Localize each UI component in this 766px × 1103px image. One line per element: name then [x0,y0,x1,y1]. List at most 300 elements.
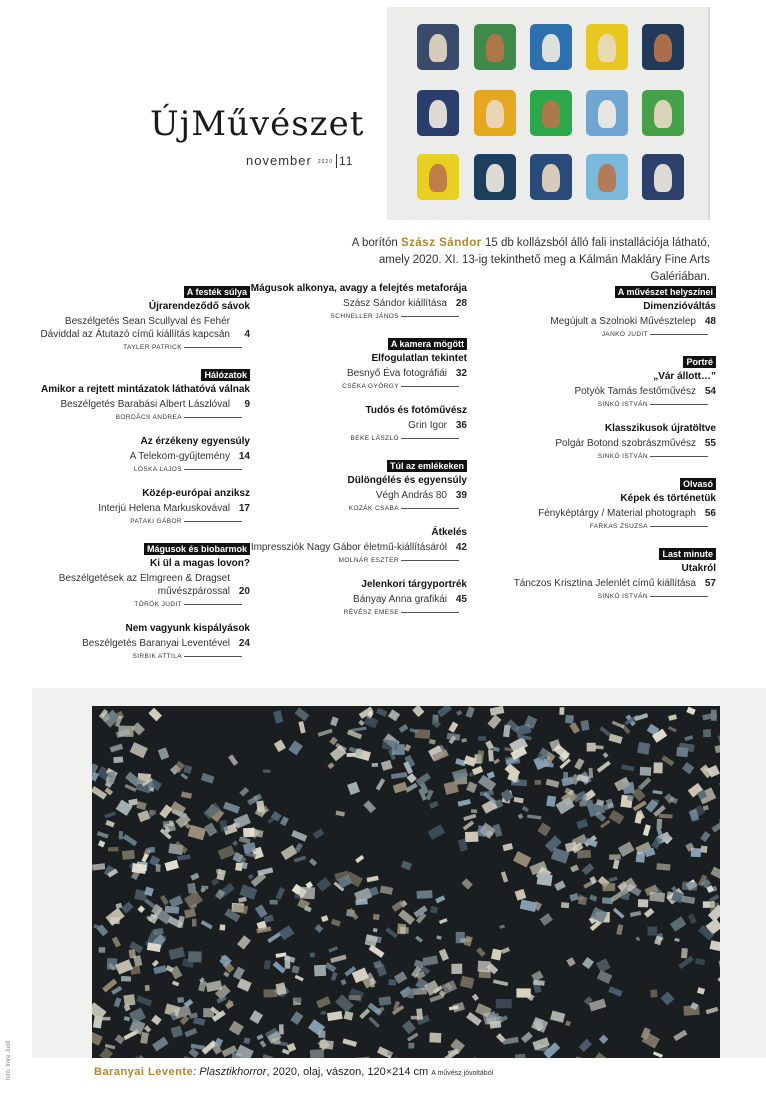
collage-tile [474,154,516,200]
painting-shard [644,908,654,918]
toc-description-text: Impressziók Nagy Gábor életmű-kiállításáról [250,542,447,553]
painting-shard [686,707,695,715]
painting-shard [566,957,575,967]
painting-shard [105,820,115,828]
painting-shard [561,902,569,908]
painting-details: , 2020, olaj, vászon, 120×214 cm [266,1066,429,1078]
author-rule [650,456,708,457]
painting-shard [93,1016,103,1029]
painting-shard [456,710,462,716]
toc-entry [30,539,250,608]
painting-shard [493,758,500,764]
toc-title: Amikor a rejtett mintázatok láthatóvá válnak [41,384,250,395]
collage-figure [598,100,616,128]
painting-shard [233,966,245,979]
painting-shard [718,959,720,971]
painting-shard [318,729,333,737]
painting-shard [260,1054,273,1058]
painting-shard [264,960,271,970]
painting-shard [229,1021,244,1036]
collage-tile [474,90,516,136]
author-rule [401,508,459,509]
painting-shard [113,757,123,764]
painting-shard [123,834,138,846]
toc-title: Közép-európai anziksz [142,488,250,499]
painting-shard [659,814,673,819]
toc-description-text: Besnyő Éva fotográfiái [346,368,447,379]
painting-shard [201,920,213,929]
painting-shard [565,715,574,724]
painting-shard [436,935,441,940]
painting-shard [599,726,611,737]
toc-page-number: 39 [455,490,467,501]
toc-rubric: Last minute [659,548,716,560]
painting-shard [703,729,711,737]
cover-caption-text: 15 db kollázsból álló fali installációja látható, amely 2020. XI. 13-ig tekinthető meg a Kálmán Makláry Fine Arts Galériában. [378,237,710,283]
toc-description-text: Interjú Helena Markuskovával [98,503,230,514]
toc-rubric: A kamera mögött [388,338,467,350]
painting-shard [310,952,315,957]
toc-description [245,419,467,432]
painting-shard [491,949,502,961]
painting-shard [320,1011,326,1015]
toc-description-text: Beszélgetés Baranyai Leventével [82,638,230,649]
painting-shard [682,882,697,891]
toc-description [476,577,716,590]
painting-shard [429,801,439,809]
painting-shard [92,863,105,870]
painting-shard [580,720,589,731]
painting-shard [537,873,553,886]
painting-shard [104,811,116,818]
toc-description [30,637,250,650]
painting-plasztikhorror [92,706,720,1058]
painting-credit: A művész jóvoltából [431,1070,494,1077]
painting-shard [656,819,662,829]
toc-page-number: 28 [455,298,467,309]
painting-shard [98,840,105,847]
toc-entry [245,526,467,564]
painting-shard [145,985,150,991]
painting-shard [451,964,462,974]
painting-shard [501,947,510,954]
painting-shard [439,949,449,961]
painting-shard [409,728,418,734]
painting-shard [700,831,710,842]
painting-shard [540,913,553,926]
painting-shard [310,1049,324,1058]
painting-shard [710,940,720,951]
toc-description [245,489,467,502]
painting-shard [423,955,439,966]
painting-shard [503,725,511,738]
toc-author-name: KOZÁK CSABA [348,505,399,512]
painting-shard [342,1038,357,1047]
painting-shard [490,706,505,716]
painting-shard [201,773,215,784]
painting-shard [363,800,376,813]
painting-shard [128,799,138,806]
painting-shard [356,1056,370,1058]
toc-author-name: LÓSKA LAJOS [133,466,182,473]
painting-shard [99,1048,113,1058]
painting-shard [501,871,508,882]
painting-shard [273,710,283,723]
painting-shard [477,825,487,837]
painting-shard [439,918,448,924]
painting-shard [407,773,417,783]
toc-description [476,507,716,520]
painting-shard [184,1028,197,1037]
painting-shard [148,847,155,853]
painting-shard [341,979,347,985]
painting-shard [616,924,623,935]
collage-figure [542,34,560,62]
toc-description-text: Bányay Anna grafikái [353,594,447,605]
painting-shard [587,743,596,752]
painting-shard [290,1011,303,1025]
painting-shard [476,947,485,957]
painting-shard [653,1051,663,1058]
painting-shard [364,716,379,729]
painting-shard [171,1026,184,1038]
toc-author-name: SINKÓ ISTVÁN [597,401,648,408]
toc-author [30,466,250,473]
painting-shard [499,925,504,929]
painting-shard [347,782,360,795]
painting-shard [369,945,385,958]
painting-shard [232,840,238,846]
collage-tile [530,90,572,136]
painting-shard [535,780,542,785]
toc-title: Az érzékeny egyensúly [140,436,250,447]
painting-shard [115,1034,125,1044]
painting-shard [633,800,647,811]
painting-shard [316,996,331,1008]
painting-shard [336,811,345,817]
painting-shard [574,758,584,770]
toc-description-text: A Telekom-gyűjtemény [129,451,230,462]
painting-shard [114,997,122,1007]
painting-shard [638,899,648,907]
painting-shard [493,979,508,986]
painting-shard [140,1032,148,1044]
painting-shard [279,1024,284,1034]
painting-shard [595,745,604,749]
collage-figure [486,164,504,192]
author-rule [401,386,459,387]
toc-description-text: Fényképtárgy / Material photograph [538,508,696,519]
collage-tile [530,24,572,70]
painting-shard [635,813,643,824]
toc-entry [476,544,716,600]
toc-author [476,401,716,408]
toc-description-text: Potyók Tamás festőművész [574,386,696,397]
painting-shard [582,957,594,969]
painting-shard [688,913,697,924]
painting-shard [248,874,254,880]
painting-shard [711,820,720,833]
painting-shard [670,916,686,931]
painting-shard [141,853,148,862]
toc-description [476,437,716,450]
toc-rubric: A művészet helyszínei [615,286,716,298]
painting-shard [478,736,486,741]
author-rule [184,469,242,470]
painting-shard [513,851,531,867]
painting-shard [130,742,148,758]
painting-shard [184,891,203,909]
toc-author-name: PATAKI GÁBOR [130,518,182,525]
painting-shard [534,1019,544,1029]
painting-shard [597,970,613,984]
toc-page-number: 56 [704,508,716,519]
toc-author-name: BEKE LÁSZLÓ [350,435,399,442]
toc-page-number: 9 [244,399,250,410]
painting-shard [181,792,192,799]
painting-shard [106,908,125,926]
painting-shard [602,883,615,891]
collage-tile [417,154,459,200]
collage-figure [654,100,672,128]
painting-shard [373,928,378,933]
issue-year: 2020 [317,158,333,165]
toc-rubric: Mágusok és biobarmok [144,543,250,555]
painting-shard [570,865,579,873]
painting-shard [257,1034,264,1040]
collage-tile [586,90,628,136]
painting-shard [243,1037,250,1044]
painting-shard [355,855,364,863]
painting-shard [220,924,226,930]
toc-description-text: Grin Igor [408,420,447,431]
toc-author [30,653,250,660]
toc-column-3 [476,282,716,614]
painting-shard [273,961,286,973]
painting-shard [321,915,328,922]
toc-title: Dimenzióváltás [643,301,716,312]
painting-shard [274,740,286,753]
toc-page-number: 36 [455,420,467,431]
painting-shard [239,884,257,899]
painting-shard [595,1052,608,1058]
painting-shard [717,970,720,986]
toc-description-text: Beszélgetések az Elmgreen & Dragset művészpárossal [58,573,230,597]
toc-author-name: SCHNELLER JÁNOS [330,313,399,320]
painting-shard [546,779,560,788]
painting-shard [280,816,289,826]
toc-title: Mágusok alkonya, avagy a felejtés metaforája [250,283,467,294]
painting-shard [697,987,705,994]
toc-author [476,523,716,530]
painting-shard [193,1017,205,1026]
painting-shard [405,783,418,793]
toc-author-name: JANKÓ JUDIT [601,331,648,338]
painting-shard [638,777,651,790]
painting-shard [399,724,409,733]
painting-shard [275,887,285,900]
painting-shard [132,863,147,874]
painting-shard [149,810,156,815]
author-rule [184,417,242,418]
collage-tile [586,154,628,200]
painting-shard [461,738,467,743]
painting-shard [380,886,393,895]
painting-shard [344,1011,354,1020]
painting-shard [121,901,134,913]
painting-shard [314,965,326,977]
painting-shard [695,958,705,965]
painting-title: : Plasztikhorror [193,1066,267,1078]
painting-shard [472,994,479,1001]
collage-tile [530,154,572,200]
toc-author [30,601,250,608]
author-rule [650,404,708,405]
cover-artist-name: Szász Sándor [400,237,482,249]
painting-shard [188,825,206,841]
photo-credit: fotó: Imre Judit [6,1040,12,1080]
toc-description-text: Megújult a Szolnoki Művésztelep [550,316,696,327]
toc-page-number: 20 [238,586,250,597]
painting-shard [281,845,298,860]
toc-title: Átkelés [431,527,467,538]
toc-author [476,593,716,600]
painting-shard [168,947,185,960]
painting-shard [264,915,274,924]
toc-page-number: 57 [704,578,716,589]
painting-shard [156,864,161,872]
toc-rubric: Hálózatok [201,369,250,381]
painting-shard [288,740,303,755]
painting-shard [630,911,641,917]
painting-shard [180,773,188,780]
toc-author-name: MOLNÁR ESZTER [338,557,399,564]
painting-shard [119,831,123,839]
toc-column-1 [30,282,250,674]
painting-shard [649,892,665,902]
toc-rubric: Portré [683,356,716,368]
toc-entry [30,365,250,421]
painting-shard [478,775,496,792]
painting-shard [444,781,459,795]
painting-shard [159,804,172,818]
painting-shard [516,988,530,997]
painting-shard [576,819,588,830]
painting-shard [137,905,145,913]
painting-shard [111,986,122,995]
toc-description [30,572,250,598]
toc-author [245,383,467,390]
painting-shard [158,747,170,760]
painting-shard [183,765,192,774]
toc-description-text: Polgár Botond szobrászművész [555,438,696,449]
toc-page-number: 42 [455,542,467,553]
painting-shard [477,750,485,762]
toc-title: Ki ül a magas lovon? [149,558,250,569]
painting-shard [177,997,184,1003]
toc-page-number: 55 [704,438,716,449]
toc-title: Elfogulatlan tekintet [371,353,467,364]
author-rule [184,347,242,348]
cover-caption-prefix: A borítón [351,237,401,249]
painting-shard [328,946,338,952]
painting-shard [177,854,190,860]
painting-shard [710,867,720,881]
painting-shard [460,976,474,989]
toc-author [476,453,716,460]
painting-shard [640,767,652,776]
painting-shard [325,962,337,972]
painting-shard [609,734,623,744]
collage-tile [586,24,628,70]
author-rule [401,612,459,613]
toc-author-name: SIRBIK ATTILA [132,653,182,660]
toc-description-text: Végh András 80 [375,490,447,501]
painting-shard [416,1008,423,1020]
painting-shard [295,975,304,982]
painting-shard [514,797,524,803]
collage-figure [486,34,504,62]
painting-shard [465,832,479,843]
painting-shard [428,824,446,840]
painting-shard [402,1020,416,1034]
toc-description [30,315,250,341]
painting-shard [417,890,433,899]
painting-shard [621,892,630,900]
toc-description [245,297,467,310]
toc-author-name: CSÉKA GYÖRGY [342,383,399,390]
painting-shard [238,897,247,903]
author-rule [184,656,242,657]
collage-figure [486,100,504,128]
painting-shard [219,820,228,832]
toc-title: Klasszikusok újratöltve [604,423,716,434]
painting-shard [718,734,720,745]
painting-shard [527,814,541,819]
painting-shard [151,1015,162,1026]
painting-shard [148,708,162,722]
painting-shard [388,709,400,721]
toc-rubric: Olvasó [680,478,716,490]
painting-shard [613,859,620,869]
toc-page-number: 14 [238,451,250,462]
collage-figure [429,100,447,128]
toc-description [30,502,250,515]
painting-shard [92,1032,103,1046]
toc-rubric: A festék súlya [184,286,250,298]
painting-shard [554,880,566,891]
painting-shard [579,1039,592,1052]
painting-shard [682,762,694,774]
author-rule [650,596,708,597]
painting-shard [368,1017,380,1028]
collage-tile [642,154,684,200]
painting-shard [471,809,477,813]
painting-shard [661,992,675,1006]
painting-shard [715,744,720,753]
painting-shard [388,979,396,986]
painting-shard [327,762,334,769]
painting-shard [456,932,465,943]
painting-shard [437,706,452,717]
toc-entry [245,282,467,320]
toc-author [476,331,716,338]
collage-tile [417,90,459,136]
painting-shard [461,878,472,889]
painting-shard [136,801,146,810]
painting-shard [190,873,199,881]
painting-shard [637,742,650,755]
